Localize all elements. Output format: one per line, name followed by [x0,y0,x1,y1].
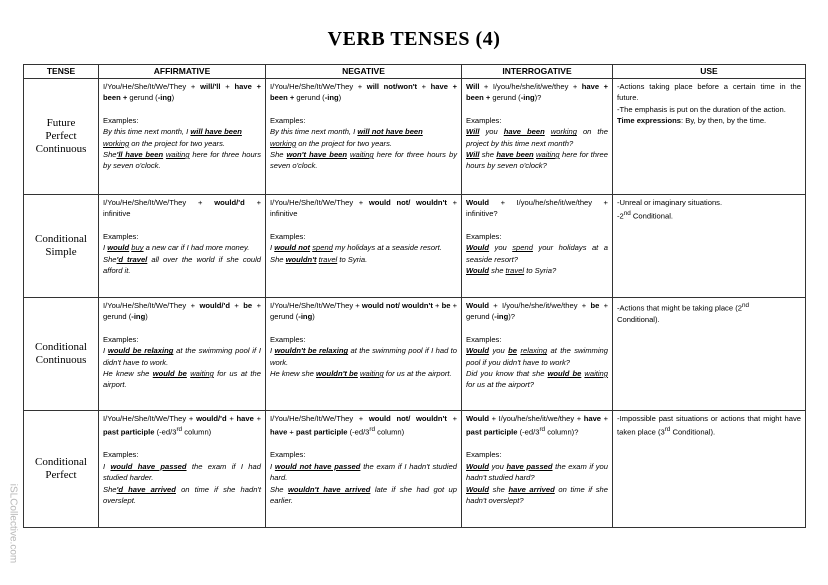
example-sentence [103,242,261,253]
header-tense: TENSE [24,65,99,79]
formula-text: ) [145,312,148,322]
example-text: the exam if I hadn't studied hard. [270,461,457,483]
use-line [617,208,801,222]
formula-auxiliary: have [270,427,288,437]
formula-auxiliary: would not/ wouldn't [368,198,447,207]
example-text: She [270,150,287,160]
example-auxiliary: have been [503,127,545,137]
formula-auxiliary: Would [466,301,490,310]
example-auxiliary: Will [466,150,480,160]
examples-label: Examples: [270,115,306,125]
formula-text: + [229,301,244,310]
formula-auxiliary: Would [466,414,490,423]
example-text: at the swimming pool if I had to work. [270,346,457,367]
formula-text: I/You/He/She/It/We/They + [103,301,200,310]
formula-auxiliary: be [243,301,253,310]
time-expressions-label: Time expressions [617,116,682,126]
formula [466,81,608,104]
formula-text: column) [375,427,405,437]
example-auxiliary: Would [466,346,490,356]
example-sentence [466,461,608,484]
formula [270,300,457,323]
example-verb-phrase: wouldn't have arrived [287,484,371,494]
example-text: She [103,254,117,264]
ordinal-suffix: rd [664,426,671,434]
use-line [617,413,801,438]
example-auxiliary: would be [152,369,187,379]
example-auxiliary: would [107,243,130,253]
example-verb: waiting [360,369,384,379]
formula-text: I/You/He/She/It/We/They + [103,82,201,91]
formula-auxiliary: be [590,301,600,310]
formula [270,413,457,438]
example-text: my holidays at a seaside resort. [332,243,442,253]
example-text: at the swimming pool if you didn't have to work? [466,346,608,367]
example-text: your holidays at a seaside resort? [466,243,608,264]
formula-auxiliary: be [441,301,451,310]
formula-text: + gerund ( [103,301,262,322]
example-text: on time if she hadn't overslept. [103,484,261,505]
example-auxiliary: would not [274,243,311,253]
formula-suffix: -ing [298,312,313,322]
examples-label: Examples: [466,334,502,344]
tense-name-line: Conditional [35,456,87,468]
use-text: -2 [617,211,624,221]
example-sentence [103,126,261,149]
negative-cell [266,195,462,298]
example-text: He knew she [103,369,153,379]
example-text: here for three hours by seven o'clock. [103,150,261,171]
example-text: I [103,461,111,471]
tense-name-line: Perfect [45,130,77,142]
example-auxiliary: wouldn't be [316,369,358,379]
formula [270,197,457,220]
example-text: the exam if you hadn't studied hard? [466,461,609,483]
example-text: She [103,150,117,160]
example-text: I [270,346,275,356]
example-verb-phrase: have arrived [508,484,555,494]
formula-text: + infinitive [103,198,262,219]
example-text: here for three hours by seven o'clock? [466,150,608,171]
formula-auxiliary: Will [466,82,480,91]
example-text: for us at the airport? [466,380,534,390]
example-sentence [103,368,261,391]
example-text: She [270,484,288,494]
example-text: on the project by this time next month? [466,127,608,148]
affirmative-cell [99,79,266,195]
formula [103,81,261,104]
verb-tenses-table [23,64,806,528]
example-verb: waiting [536,150,560,160]
negative-cell [266,298,462,411]
example-auxiliary: Would [466,484,490,494]
formula-text: ) [338,93,342,103]
use-line: -The emphasis is put on the duration of the action. [617,104,786,114]
examples-label: Examples: [270,231,306,241]
affirmative-cell [99,411,266,528]
example-text: She [270,254,286,264]
example-text: you [489,243,513,253]
example-text: Did you know that she [466,369,548,379]
formula-text: + [226,414,237,423]
formula [466,300,608,323]
formula-text: + gerund ( [466,301,609,322]
formula [270,81,457,104]
tense-name-cell [24,298,99,411]
example-text: all over the world if she could afford it. [103,254,261,276]
example-text: at the swimming pool if I didn't have to work. [103,346,261,367]
formula-text: I/You/He/She/It/We/They + [103,414,197,423]
formula-text: + gerund ( [270,301,458,322]
formula-text: + [220,82,235,91]
watermark-text: iSLCollective.com [7,483,19,564]
formula-auxiliary: have + been + [103,82,262,103]
tense-name-line: Future [46,117,76,129]
example-verb: buy [131,243,144,253]
formula-text: ) [171,93,175,103]
example-text: on the project for two years. [129,138,225,148]
example-sentence [466,242,608,265]
example-text: I [103,243,108,253]
interrogative-cell [462,195,613,298]
header-use: USE [613,65,806,79]
table-row [24,411,806,528]
header-negative: NEGATIVE [266,65,462,79]
formula [103,413,261,438]
example-sentence [270,149,457,172]
ordinal-suffix: rd [176,426,183,434]
example-verb-phrase: 'd have arrived [116,484,176,494]
example-text: to Syria? [524,266,557,276]
example-sentence [103,345,261,368]
formula-participle: past participle [466,427,518,437]
example-sentence [270,242,457,253]
example-sentence [466,126,608,149]
example-verb: spend [512,243,533,253]
formula-auxiliary: would not/ wouldn't [368,414,447,423]
example-auxiliary: be [508,346,518,356]
example-verb-phrase: would not have passed [274,461,361,471]
example-text: she [489,266,506,276]
formula-text: ) [312,312,315,322]
watermark [3,478,17,578]
formula-text: + I/you/he/she/it/we/they + [489,301,591,310]
example-text: the exam if I had studied harder. [103,461,261,483]
formula-auxiliary: would/'d [196,414,227,423]
example-text: I [103,346,108,356]
use-text: Conditional). [617,314,660,324]
formula-text: + [253,414,262,423]
use-line [617,115,801,126]
formula-auxiliary: have [583,414,602,423]
formula-suffix: -ing [520,93,535,103]
examples-label: Examples: [103,450,139,460]
example-verb-phrase: have passed [506,461,553,471]
example-auxiliary: Will [466,127,480,137]
use-text: Conditional. [630,211,674,221]
formula-text: I/You/He/She/It/We/They + [270,82,367,91]
formula [466,197,608,220]
use-text: Conditional). [670,427,716,437]
tense-name-cell [24,195,99,298]
formula-text: + [601,414,609,423]
example-verb: waiting [190,369,214,379]
example-text: you [479,127,504,137]
formula-text: column)? [545,427,579,437]
negative-cell [266,411,462,528]
formula-text: + infinitive [270,198,457,219]
example-text: on time if she hadn't overslept? [466,484,609,505]
interrogative-cell [462,298,613,411]
example-verb: waiting [584,369,608,379]
formula-participle: past participle [295,427,348,437]
example-text: here for three hours by seven o'clock. [270,150,457,171]
formula-text: )? [508,312,515,322]
example-verb: working [103,138,130,148]
use-cell [613,298,806,411]
example-verb: waiting [165,150,190,160]
example-sentence [466,368,608,391]
formula-text: + [417,82,431,91]
tense-name-cell [24,411,99,528]
example-sentence [270,126,457,149]
formula-auxiliary: will not/won't [366,82,418,91]
negative-cell [266,79,462,195]
table-row [24,79,806,195]
formula-auxiliary: have + been + [270,82,458,103]
tense-name-line: Simple [45,246,77,258]
example-auxiliary: Would [466,266,490,276]
example-verb: working [550,127,577,137]
example-sentence [270,484,457,507]
formula-participle: past participle [103,427,155,437]
ordinal-suffix: rd [369,426,376,434]
example-verb: travel [318,254,338,264]
affirmative-cell [99,298,266,411]
examples-label: Examples: [270,334,306,344]
examples-label: Examples: [103,115,139,125]
use-cell [613,411,806,528]
formula-text: I/You/He/She/It/We/They + [103,198,215,207]
example-text: on the project for two years. [296,138,392,148]
example-text: she [489,484,509,494]
example-verb: working [270,138,297,148]
example-text: you [489,461,507,471]
example-auxiliary: would be [547,369,582,379]
interrogative-cell [462,411,613,528]
use-text: -Impossible past situations or actions that might have taken place (3 [617,414,801,437]
ordinal-suffix: nd [741,302,749,309]
formula-text: column) [182,427,212,437]
tense-name-line: Perfect [45,469,77,481]
example-auxiliary: won't have been [286,150,348,160]
ordinal-suffix: rd [539,426,546,434]
example-verb: relaxing [520,346,548,356]
example-verb: spend [312,243,333,253]
example-auxiliary: 'll have been [116,150,164,160]
ordinal-suffix: nd [623,210,631,218]
formula-suffix: -ing [131,312,146,322]
example-sentence [270,461,457,484]
example-verb-phrase: would be relaxing [107,346,174,356]
example-auxiliary: Would [466,243,490,253]
formula-auxiliary: Would [466,198,490,207]
examples-label: Examples: [103,334,139,344]
page-title: VERB TENSES (4) [327,28,501,50]
formula-auxiliary: would not/ wouldn't [361,301,433,310]
formula-auxiliary: have [236,414,254,423]
example-text: late if she had got up earlier. [270,484,457,505]
example-text: I [270,243,275,253]
examples-label: Examples: [270,450,306,460]
tense-name-cell [24,79,99,195]
formula-suffix: -ing [494,312,509,322]
formula-auxiliary: will/'ll [200,82,221,91]
example-sentence [270,368,457,379]
example-text: to Syria. [337,254,368,264]
formula [466,413,608,438]
formula-auxiliary: would/'d [214,198,245,207]
example-text: for us at the airport. [383,369,452,379]
tense-name-line: Continuous [35,354,87,366]
table-row [24,298,806,411]
formula-text: + I/you/he/she/it/we/they + infinitive? [466,198,608,219]
formula-suffix: -ing [157,93,172,103]
use-text: -Actions that might be taking place (2 [617,303,742,313]
example-text: for us at the airport. [103,369,261,390]
example-auxiliary: will have been [190,127,242,137]
formula-text: I/You/He/She/It/We/They + [270,414,369,423]
formula-text: (-ed/3 [517,427,540,437]
example-auxiliary: will not have been [357,127,423,137]
example-text: He knew she [270,369,317,379]
example-verb: travel [505,266,525,276]
example-sentence [466,345,608,368]
example-sentence [270,345,457,368]
header-row [24,65,806,79]
header-interrogative: INTERROGATIVE [462,65,613,79]
example-sentence [103,461,261,484]
formula-text: + [446,414,457,423]
example-sentence [466,265,608,276]
formula [103,300,261,323]
formula-text: gerund ( [129,93,158,103]
formula-text: )? [534,93,542,103]
formula-auxiliary: have + been + [466,82,608,103]
example-verb-phrase: wouldn't be relaxing [274,346,349,356]
example-verb: waiting [350,150,374,160]
use-line: -Actions taking place before a certain time in the future. [617,82,801,103]
example-text: She [103,484,117,494]
header-affirmative: AFFIRMATIVE [99,65,266,79]
formula-text: gerund ( [492,93,521,103]
formula-text: gerund ( [296,93,325,103]
formula-text: (-ed/3 [154,427,177,437]
examples-label: Examples: [466,115,502,125]
table-row [24,195,806,298]
formula [103,197,261,220]
example-auxiliary: have been [496,150,534,160]
example-text: By this time next month, I [103,127,191,137]
example-verb-phrase: would have passed [110,461,187,471]
tense-name-line: Conditional [35,341,87,353]
formula-auxiliary: would/'d [199,301,230,310]
formula-text: I/You/He/She/It/We/They + [270,301,362,310]
use-line: -Unreal or imaginary situations. [617,198,723,207]
interrogative-cell [462,79,613,195]
use-text: : By, by then, by the time. [681,116,767,126]
example-sentence [103,484,261,507]
use-line [617,300,801,325]
examples-label: Examples: [466,231,502,241]
example-text: I [270,461,275,471]
example-text: you [489,346,509,356]
example-auxiliary: wouldn't [285,254,317,264]
examples-label: Examples: [103,231,139,241]
example-sentence [103,149,261,172]
use-cell [613,79,806,195]
formula-text: + I/you/he/she/it/we/they + [489,414,584,423]
example-auxiliary: 'd travel [116,254,148,264]
formula-text: I/You/He/She/It/We/They + [270,198,369,207]
use-cell [613,195,806,298]
formula-text: + I/you/he/she/it/we/they + [479,82,582,91]
formula-text: (-ed/3 [347,427,370,437]
affirmative-cell [99,195,266,298]
formula-suffix: -ing [324,93,339,103]
example-text: a new car if I had more money. [143,243,250,253]
example-text: By this time next month, I [270,127,358,137]
examples-label: Examples: [466,450,502,460]
tense-name-line: Continuous [35,143,87,155]
example-text: she [479,150,497,160]
tense-name-line: Conditional [35,233,87,245]
formula-text: + [287,427,296,437]
example-sentence [466,149,608,172]
example-sentence [270,254,457,265]
example-auxiliary: Would [466,461,490,471]
example-sentence [103,254,261,277]
formula-text: + [432,301,442,310]
example-sentence [466,484,608,507]
